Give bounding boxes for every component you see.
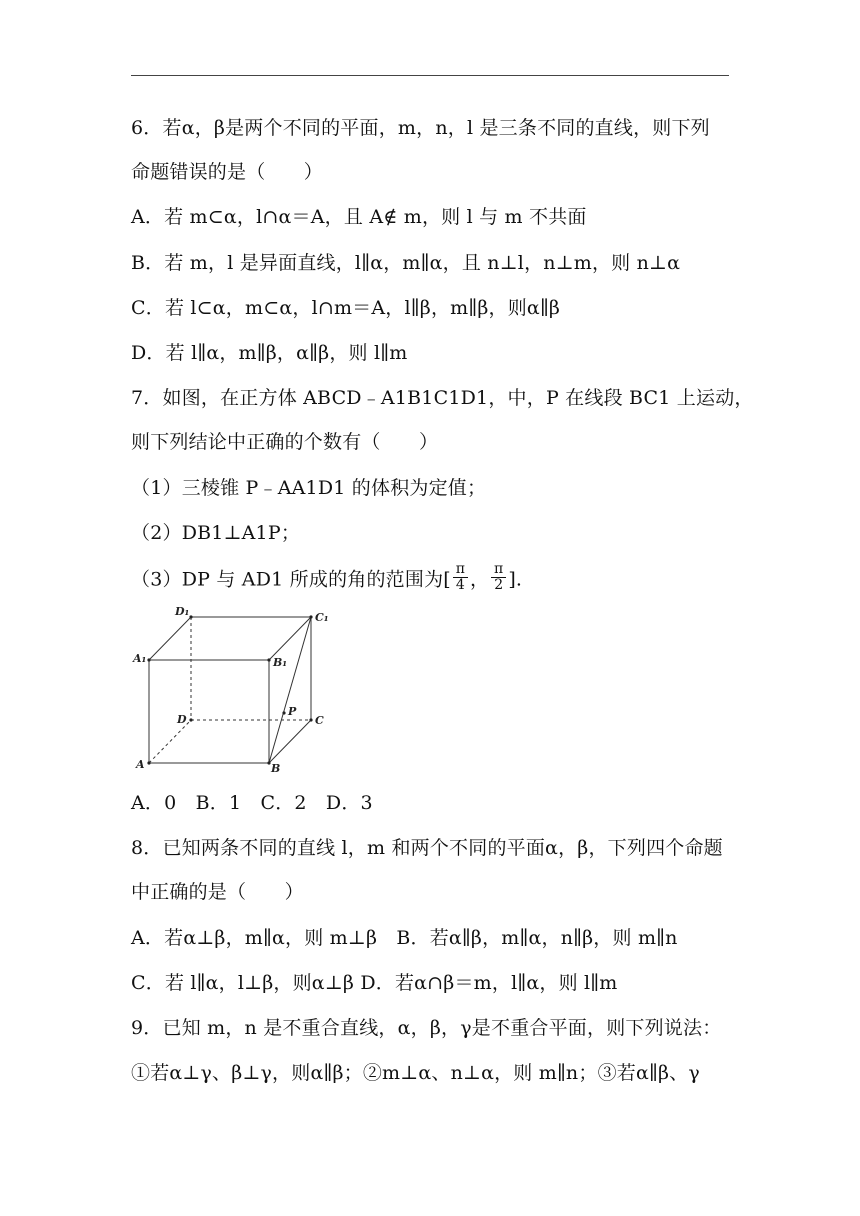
vertex-d (189, 718, 192, 721)
q7-statement-3 (131, 561, 523, 596)
q7-statement-3-suffix: ]. (508, 568, 523, 591)
fraction-denominator: 2 (491, 577, 506, 593)
q6-option-a: A．若 m⊂α，l∩α＝A，且 A∉ m，则 l 与 m 不共面 (131, 206, 587, 228)
label-d: D (177, 713, 187, 726)
label-c: C (315, 714, 324, 727)
vertex-a (147, 761, 150, 764)
vertex-d1 (189, 615, 192, 618)
label-a1: A₁ (133, 652, 147, 665)
q7-statement-1: （1）三棱锥 P﹣AA1D1 的体积为定值； (131, 477, 487, 499)
vertex-b1 (267, 658, 270, 661)
edge-a1-d1 (149, 617, 191, 660)
label-b1: B₁ (273, 656, 288, 669)
edge-a-d (149, 720, 191, 763)
cube-figure (131, 600, 341, 775)
q7-stem-line2: 则下列结论中正确的个数有（ ） (131, 431, 439, 453)
fraction-pi-over-4 (453, 562, 468, 593)
q6-option-c: C．若 l⊂α，m⊂α，l∩m＝A，l∥β，m∥β，则α∥β (131, 297, 561, 319)
q7-stem-line1: 7．如图，在正方体 ABCD﹣A1B1C1D1，中，P 在线段 BC1 上运动， (131, 387, 754, 409)
q7-statement-2: （2）DB1⊥A1P； (131, 522, 301, 544)
q6-stem-line2: 命题错误的是（ ） (131, 161, 324, 183)
q7-statement-3-prefix: （3）DP 与 AD1 所成的角的范围为[ (131, 568, 451, 591)
fraction-numerator: π (455, 561, 466, 577)
q7-options: A．0 B．1 C．2 D．3 (131, 792, 373, 814)
fraction-pi-over-2 (491, 562, 506, 593)
vertex-c1 (309, 615, 312, 618)
label-c1: C₁ (315, 611, 329, 624)
vertex-c (309, 718, 312, 721)
label-p: P (288, 705, 297, 718)
point-p (282, 711, 285, 714)
label-a: A (136, 758, 145, 771)
label-b: B (271, 762, 281, 775)
q8-stem-line2: 中正确的是（ ） (131, 881, 304, 903)
q8-stem-line1: 8．已知两条不同的直线 l，m 和两个不同的平面α，β，下列四个命题 (131, 837, 723, 859)
q7-statement-3-separator: ， (470, 568, 490, 591)
fraction-numerator: π (494, 561, 504, 577)
q8-options-cd: C．若 l∥α，l⊥β，则α⊥β D．若α∩β＝m，l∥α，则 l∥m (131, 972, 618, 994)
label-d1: D₁ (175, 605, 190, 618)
q6-stem-line1: 6．若α，β是两个不同的平面，m，n，l 是三条不同的直线，则下列 (131, 117, 710, 139)
q9-stem-line1: 9．已知 m，n 是不重合直线，α，β，γ是不重合平面，则下列说法： (131, 1017, 722, 1039)
header-rule (131, 75, 729, 76)
q9-stem-line2: ①若α⊥γ、β⊥γ，则α∥β；②m⊥α、n⊥α，则 m∥n；③若α∥β、γ (131, 1062, 700, 1084)
q8-options-ab: A．若α⊥β，m∥α，则 m⊥β B．若α∥β，m∥α，n∥β，则 m∥n (131, 927, 678, 949)
q6-option-d: D．若 l∥α，m∥β，α∥β，则 l∥m (131, 342, 408, 364)
vertex-a1 (147, 658, 150, 661)
fraction-denominator: 4 (453, 577, 468, 593)
q6-option-b: B．若 m，l 是异面直线，l∥α，m∥α，且 n⊥l，n⊥m，则 n⊥α (131, 252, 681, 274)
